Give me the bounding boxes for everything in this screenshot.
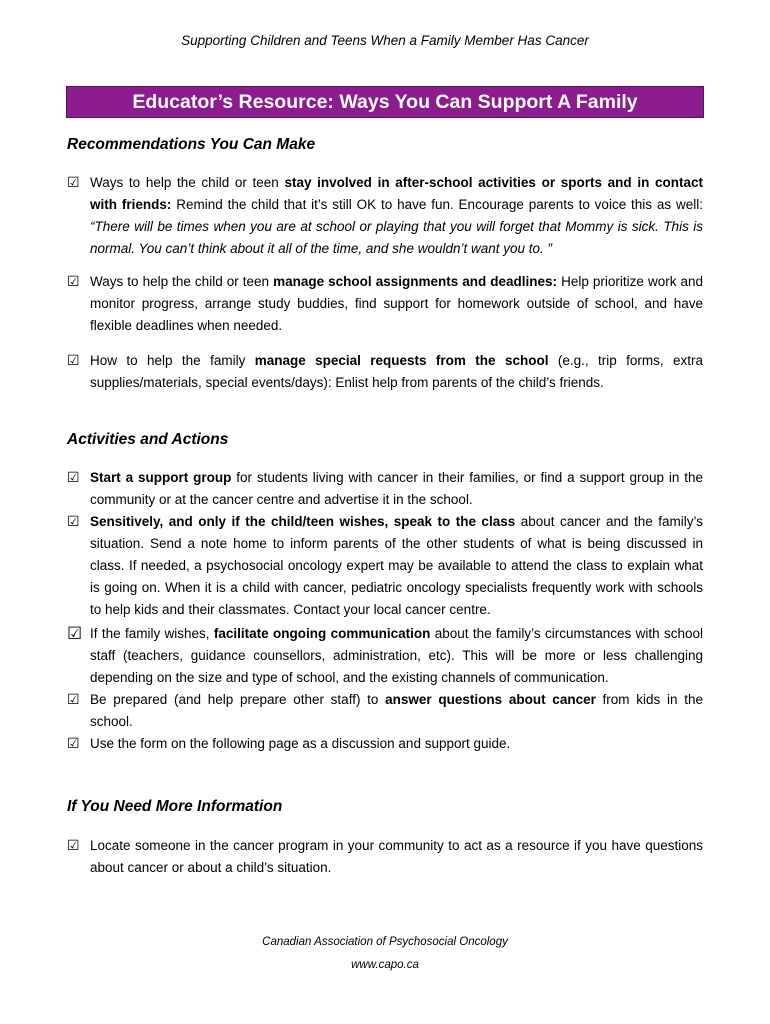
- list-item: [67, 733, 703, 755]
- page-title: [66, 86, 704, 118]
- footer-organization: Canadian Association of Psychosocial Oncology: [262, 936, 508, 948]
- item-text: Start a support group for students living with cancer in their families, or find a support group in the community or at the cancer centre and advertise it in the school.: [90, 470, 704, 507]
- section-heading-more-info: If You Need More Information: [67, 798, 283, 815]
- list-item: [67, 511, 703, 621]
- list-item: [67, 689, 703, 733]
- list-item: [67, 835, 703, 879]
- checkbox-checked-icon: ☑: [67, 838, 80, 854]
- item-text: Ways to help the child or teen stay involved in after-school activities or sports and in contact with friends: Remind the child that it’s still OK to have fun. Encourage parents to voice this as well: “There will be times when you are at school or playing that you will forget that Mommy is sick. This is normal. You can’t think about it all of the time, and she wouldn’t want you to. ”: [90, 175, 704, 256]
- section-heading-activities: Activities and Actions: [67, 431, 229, 448]
- checkbox-checked-icon: ☑: [67, 175, 80, 191]
- item-text: Use the form on the following page as a discussion and support guide.: [90, 736, 511, 751]
- checkbox-checked-icon: ☑: [67, 692, 80, 708]
- checkbox-checked-icon: ☑: [67, 624, 83, 644]
- item-text: Be prepared (and help prepare other staff) to answer questions about cancer from kids in the school.: [90, 692, 703, 729]
- list-item: [67, 350, 703, 394]
- list-item: [67, 172, 703, 260]
- item-text: Ways to help the child or teen manage school assignments and deadlines: Help prioritize work and monitor progress, arrange study buddies, find support for homework outside of school, and have flexible deadlines when needed.: [90, 274, 704, 333]
- page-title-text: Educator’s Resource: Ways You Can Support A Family: [132, 90, 638, 113]
- footer-website[interactable]: www.capo.ca: [351, 959, 419, 971]
- checkbox-checked-icon: ☑: [67, 353, 80, 369]
- item-text: If the family wishes, facilitate ongoing communication about the family’s circumstances with school staff (teachers, guidance counsellors, administration, etc). This will be more or less challenging depending on the size and type of school, and the existing channels of communication.: [90, 626, 704, 685]
- item-text: How to help the family manage special requests from the school (e.g., trip forms, extra supplies/materials, special events/days): Enlist help from parents of the child’s friends.: [90, 353, 704, 390]
- list-item: [67, 467, 703, 511]
- checkbox-checked-icon: ☑: [67, 736, 80, 752]
- checkbox-checked-icon: ☑: [67, 514, 80, 530]
- checkbox-checked-icon: ☑: [67, 470, 80, 486]
- running-head: Supporting Children and Teens When a Family Member Has Cancer: [181, 33, 589, 48]
- section-heading-recommendations: Recommendations You Can Make: [67, 136, 316, 153]
- checkbox-checked-icon: ☑: [67, 274, 80, 290]
- item-text: Locate someone in the cancer program in your community to act as a resource if you have questions about cancer or about a child’s situation.: [90, 838, 703, 875]
- list-item: [67, 623, 703, 689]
- list-item: [67, 271, 703, 337]
- item-text: Sensitively, and only if the child/teen wishes, speak to the class about cancer and the family’s situation. Send a note home to inform parents of the other students of what is being discussed in class. If needed, a psychosocial oncology expert may be available to attend the class to explain what is going on. When it is a child with cancer, pediatric oncology specialists frequently work with schools to help kids and their classmates. Contact your local cancer centre.: [90, 514, 703, 617]
